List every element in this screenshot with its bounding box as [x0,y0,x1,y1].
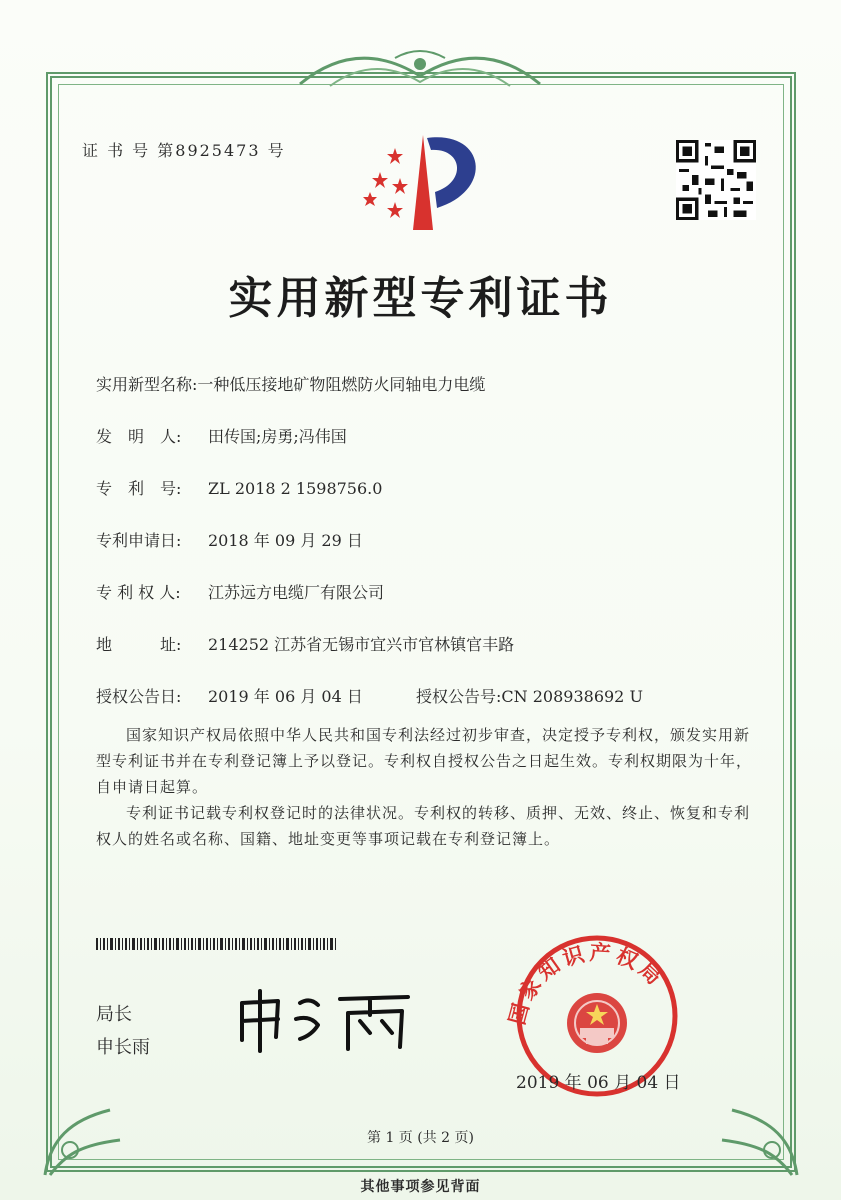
certificate-number [82,138,286,161]
field-filing-date-label: 专利申请日: [96,531,182,550]
seal-date: 2019 年 06 月 04 日 [516,1073,681,1093]
field-grant-number [416,684,643,707]
director-title: 局长 [96,1004,132,1025]
field-patent-number-value: ZL 2018 2 1598756.0 [208,479,383,498]
field-address-value: 214252 江苏省无锡市宜兴市官林镇官丰路 [208,635,515,654]
director-name: 申长雨 [96,1037,150,1058]
svg-text:国家知识产权局: 国家知识产权局 [503,939,670,1028]
field-patentee [96,580,384,603]
barcode-icon [96,938,336,950]
page-indicator: 第 1 页 (共 2 页) [367,1130,474,1146]
field-inventor-label: 发 明 人: [96,427,182,446]
field-inventor [96,424,347,447]
field-name-label: 实用新型名称: [96,375,198,394]
field-grant-date [96,684,363,707]
certificate-title: 实用新型专利证书 [228,273,613,324]
field-patent-number [96,476,382,499]
field-inventor-value: 田传国;房勇;冯伟国 [208,427,347,446]
certificate-number-suffix: 号 [267,141,286,160]
certificate-number-label: 证 书 号 第 [82,141,176,160]
field-grant-date-label: 授权公告日: [96,687,182,706]
field-grant-date-value: 2019 年 06 月 04 日 [208,687,363,706]
field-patentee-value: 江苏远方电缆厂有限公司 [208,583,385,602]
field-name-value: 一种低压接地矿物阻燃防火同轴电力电缆 [197,375,486,394]
handwritten-signature [230,985,420,1055]
qr-code-icon [676,140,756,220]
field-filing-date [96,528,363,551]
certificate-number-value: 8925473 [175,141,261,160]
body-paragraph-2: 专利证书记载专利权登记时的法律状况。专利权的转移、质押、无效、终止、恢复和专利权人的姓名或名称、国籍、地址变更等事项记载在专利登记簿上。 [96,804,751,848]
cnipa-emblem-icon [355,130,495,235]
field-utility-model-name [96,372,485,395]
field-patentee-label: 专 利 权 人: [96,583,181,602]
field-grant-number-value: CN 208938692 U [501,687,643,706]
field-address [96,632,514,655]
body-paragraph-1: 国家知识产权局依照中华人民共和国专利法经过初步审查，决定授予专利权，颁发实用新型专利证书并在专利登记簿上予以登记。专利权自授权公告之日起生效。专利权期限为十年，自申请日起算。 [96,726,753,796]
field-address-label: 地 址: [96,635,182,654]
field-grant-number-label: 授权公告号: [416,687,502,706]
field-filing-date-value: 2018 年 09 月 29 日 [208,531,363,550]
footer-note: 其他事项参见背面 [360,1179,481,1195]
top-ornament [290,46,550,96]
field-patent-number-label: 专 利 号: [96,479,182,498]
